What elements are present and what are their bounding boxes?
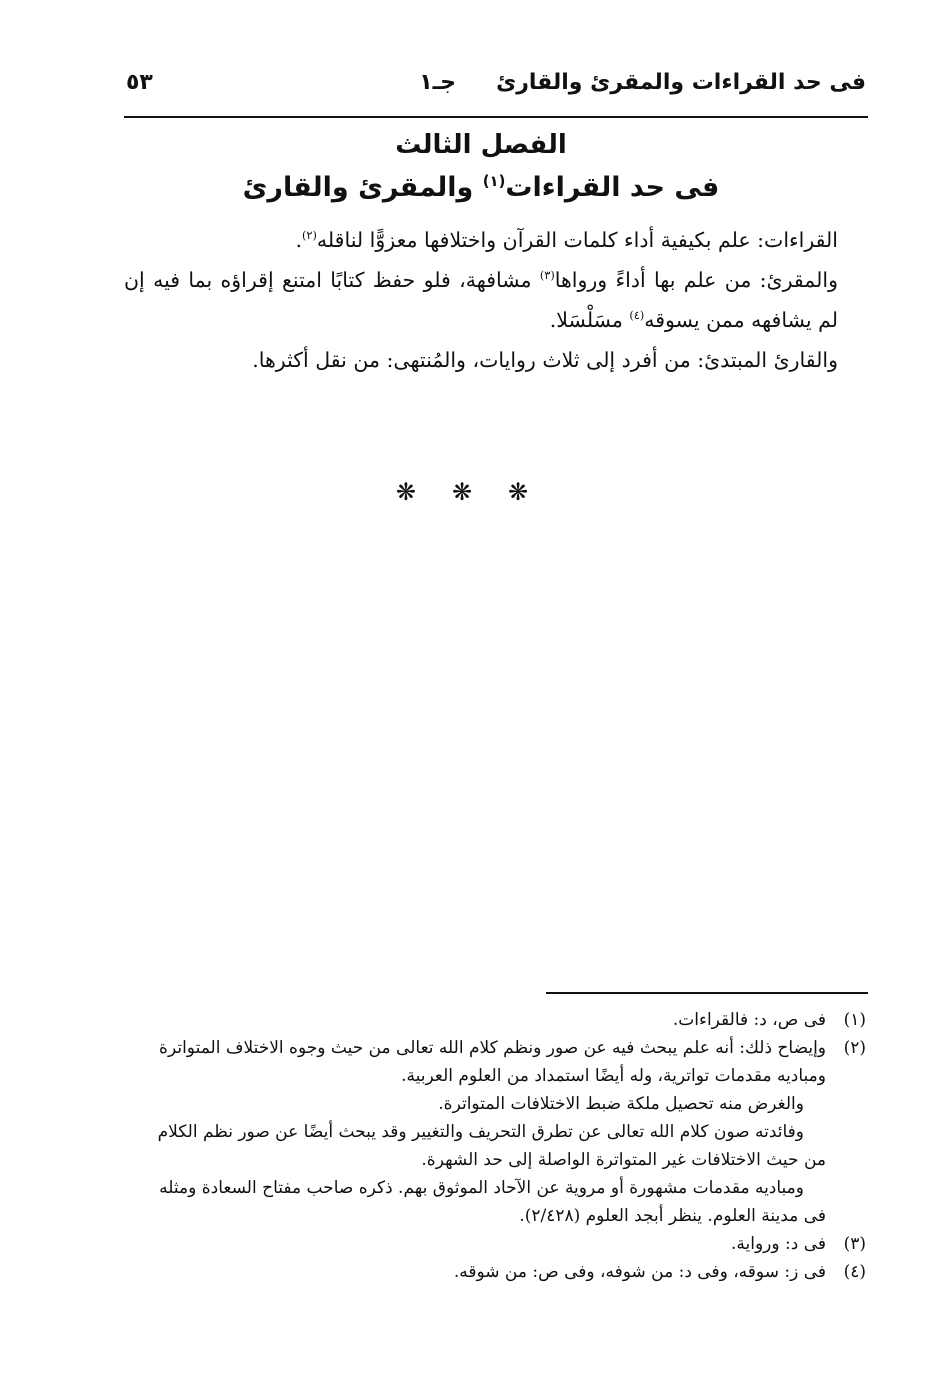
footnote-number: (٤) bbox=[843, 1262, 866, 1282]
footnote-ref-2: (٢) bbox=[302, 229, 317, 243]
footnote-number: (٢) bbox=[843, 1038, 866, 1058]
footnote-line: وإيضاح ذلك: أنه علم يبحث فيه عن صور ونظم كلام الله تعالى من حيث وجوه الاختلاف المتواترة bbox=[159, 1038, 826, 1058]
separator-star: ❋ bbox=[451, 478, 473, 506]
footnote-4 bbox=[124, 1258, 866, 1286]
paragraph-muqri bbox=[124, 260, 838, 340]
footnote-number: (١) bbox=[843, 1010, 866, 1030]
footnote-line: ومباديه مقدمات تواترية، وله أيضًا استمداد من العلوم العربية. bbox=[401, 1066, 826, 1086]
volume-indicator: جـ١ bbox=[419, 70, 456, 95]
chapter-title-part1: فى حد القراءات bbox=[505, 172, 720, 203]
footnote-3 bbox=[124, 1230, 866, 1258]
footnote-number: (٣) bbox=[843, 1234, 866, 1254]
footnote-line: فى د: ورواية. bbox=[730, 1234, 826, 1254]
footnote-line: فى مدينة العلوم. ينظر أبجد العلوم (٢/٤٢٨). bbox=[519, 1206, 826, 1226]
paragraph-qari-text: والقارئ المبتدئ: من أفرد إلى ثلاث روايات، والمُنتهى: من نقل أكثرها. bbox=[252, 348, 838, 372]
chapter-title bbox=[0, 172, 942, 203]
footnote-ref-1: (١) bbox=[482, 172, 506, 190]
header-rule bbox=[124, 116, 868, 118]
footnotes bbox=[124, 1006, 866, 1286]
footnote-line: من حيث الاختلافات غير المتواترة الواصلة إلى حد الشهرة. bbox=[421, 1150, 826, 1170]
footnote-1 bbox=[124, 1006, 866, 1034]
footnote-rule bbox=[546, 992, 868, 994]
footnote-line: فى ص، د: فالقراءات. bbox=[672, 1010, 826, 1030]
section-separator bbox=[0, 478, 942, 506]
paragraph-qiraat-end: . bbox=[295, 228, 303, 252]
footnote-ref-3: (٣) bbox=[539, 269, 555, 283]
paragraph-muqri-text-b: مشافهة، فلو حفظ كتابًا امتنع إقراؤه بما فيه إن لم يشافهه ممن يسوقه bbox=[124, 268, 838, 332]
page-number: ٥٣ bbox=[126, 70, 153, 95]
paragraph-qari bbox=[124, 340, 838, 380]
paragraph-qiraat bbox=[124, 220, 838, 260]
chapter-title-part2: والمقرئ والقارئ bbox=[242, 172, 483, 203]
paragraph-muqri-text-c: مسَلْسَلا. bbox=[549, 308, 630, 332]
footnote-line: ومباديه مقدمات مشهورة أو مروية عن الآحاد الموثوق بهم. ذكره صاحب مفتاح السعادة ومثله bbox=[159, 1178, 804, 1198]
running-header bbox=[126, 70, 866, 110]
footnote-ref-4: (٤) bbox=[629, 309, 645, 323]
running-header-title: فى حد القراءات والمقرئ والقارئ bbox=[496, 70, 866, 95]
footnote-2 bbox=[124, 1034, 866, 1230]
separator-star: ❋ bbox=[508, 478, 529, 506]
footnote-line: والغرض منه تحصيل ملكة ضبط الاختلافات المتواترة. bbox=[438, 1094, 804, 1114]
body-text bbox=[124, 220, 838, 380]
footnote-line: وفائدته صون كلام الله تعالى عن تطرق التحريف والتغيير وقد يبحث أيضًا عن صور نظم الكلام bbox=[157, 1122, 804, 1142]
footnote-line: فى ز: سوقه، وفى د: من شوفه، وفى ص: من شوقه. bbox=[453, 1262, 826, 1282]
paragraph-muqri-text-a: والمقرئ: من علم بها أداءً ورواها bbox=[554, 268, 838, 292]
paragraph-qiraat-text: القراءات: علم بكيفية أداء كلمات القرآن واختلافها معزوًّا لناقله bbox=[316, 228, 838, 252]
separator-star: ❋ bbox=[395, 478, 416, 506]
chapter-label: الفصل الثالث bbox=[395, 130, 567, 160]
